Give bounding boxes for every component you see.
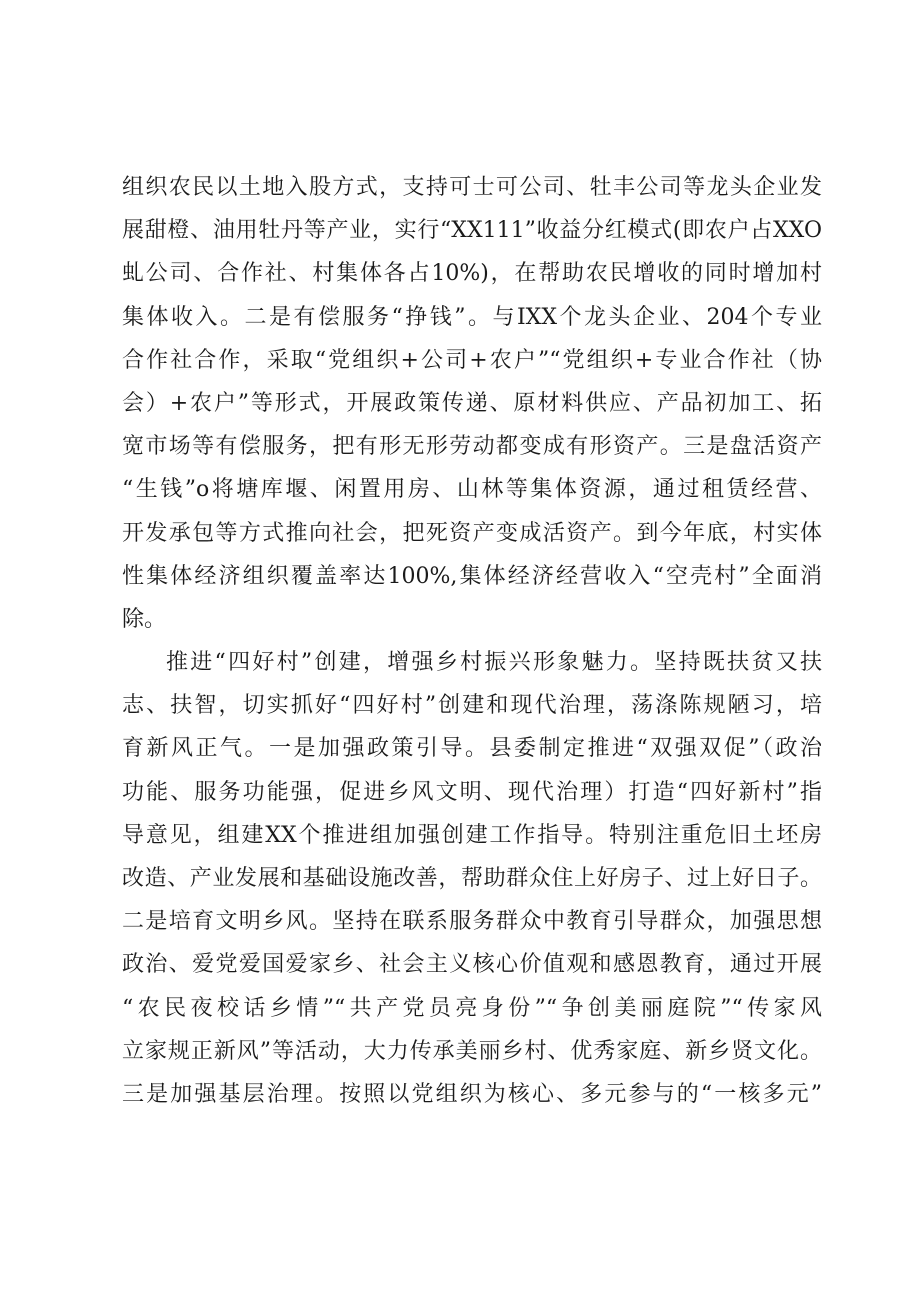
paragraph-1: [122, 166, 822, 641]
text-line: 性集体经济组织覆盖率达100%,集体经济经营收入“空壳村”全面消: [122, 563, 822, 589]
text-line: 导意见，组建XX个推进组加强创建工作指导。特别注重危旧土坯房: [122, 822, 822, 848]
text-line: 除。: [122, 606, 167, 632]
text-line: 功能、服务功能强，促进乡风文明、现代治理）打造“四好新村”指: [122, 779, 822, 805]
text-line: 推进“四好村”创建，增强乡村振兴形象魅力。坚持既扶贫又扶: [166, 650, 822, 676]
text-line: 二是培育文明乡风。坚持在联系服务群众中教育引导群众，加强思想: [122, 909, 822, 935]
text-line: 改造、产业发展和基础设施改善，帮助群众住上好房子、过上好日子。: [122, 866, 822, 891]
text-line: 三是加强基层治理。按照以党组织为核心、多元参与的“一核多元”: [122, 1081, 822, 1107]
text-line: “生钱”o将塘库堰、闲置用房、山林等集体资源，通过租赁经营、: [122, 477, 822, 503]
text-line: 合作社合作，采取“党组织+公司+农户”“党组织+专业合作社（协: [122, 347, 822, 373]
text-line: 集体收入。二是有偿服务“挣钱”。与IXX个龙头企业、204个专业: [122, 304, 822, 330]
text-line: 立家规正新风”等活动，大力传承美丽乡村、优秀家庭、新乡贤文化。: [122, 1038, 822, 1064]
text-line: 会）+农户”等形式，开展政策传递、原材料供应、产品初加工、拓: [122, 390, 822, 416]
text-line: “农民夜校话乡情”“共产党员亮身份”“争创美丽庭院”“传家风: [122, 995, 822, 1021]
text-line: 政治、爱党爱国爱家乡、社会主义核心价值观和感恩教育，通过开展: [122, 952, 822, 978]
text-line: 展甜橙、油用牡丹等产业，实行“XX111”收益分红模式(即农户占XXO: [122, 218, 822, 244]
text-line: 宽市场等有偿服务，把有形无形劳动都变成有形资产。三是盘活资产: [122, 434, 822, 460]
text-line: 开发承包等方式推向社会，把死资产变成活资产。到今年底，村实体: [122, 520, 822, 546]
text-line: 志、扶智，切实抓好“四好村”创建和现代治理，荡涤陈规陋习，培: [122, 693, 822, 719]
text-line: 育新风正气。一是加强政策引导。县委制定推进“双强双促”（政治: [122, 736, 822, 762]
document-body: [122, 166, 822, 1116]
paragraph-2: [122, 641, 822, 1116]
text-line: 组织农民以土地入股方式，支持可士可公司、牡丰公司等龙头企业发: [122, 175, 822, 200]
text-line: 虬公司、合作社、村集体各占10%)，在帮助农民增收的同时增加村: [122, 261, 822, 287]
